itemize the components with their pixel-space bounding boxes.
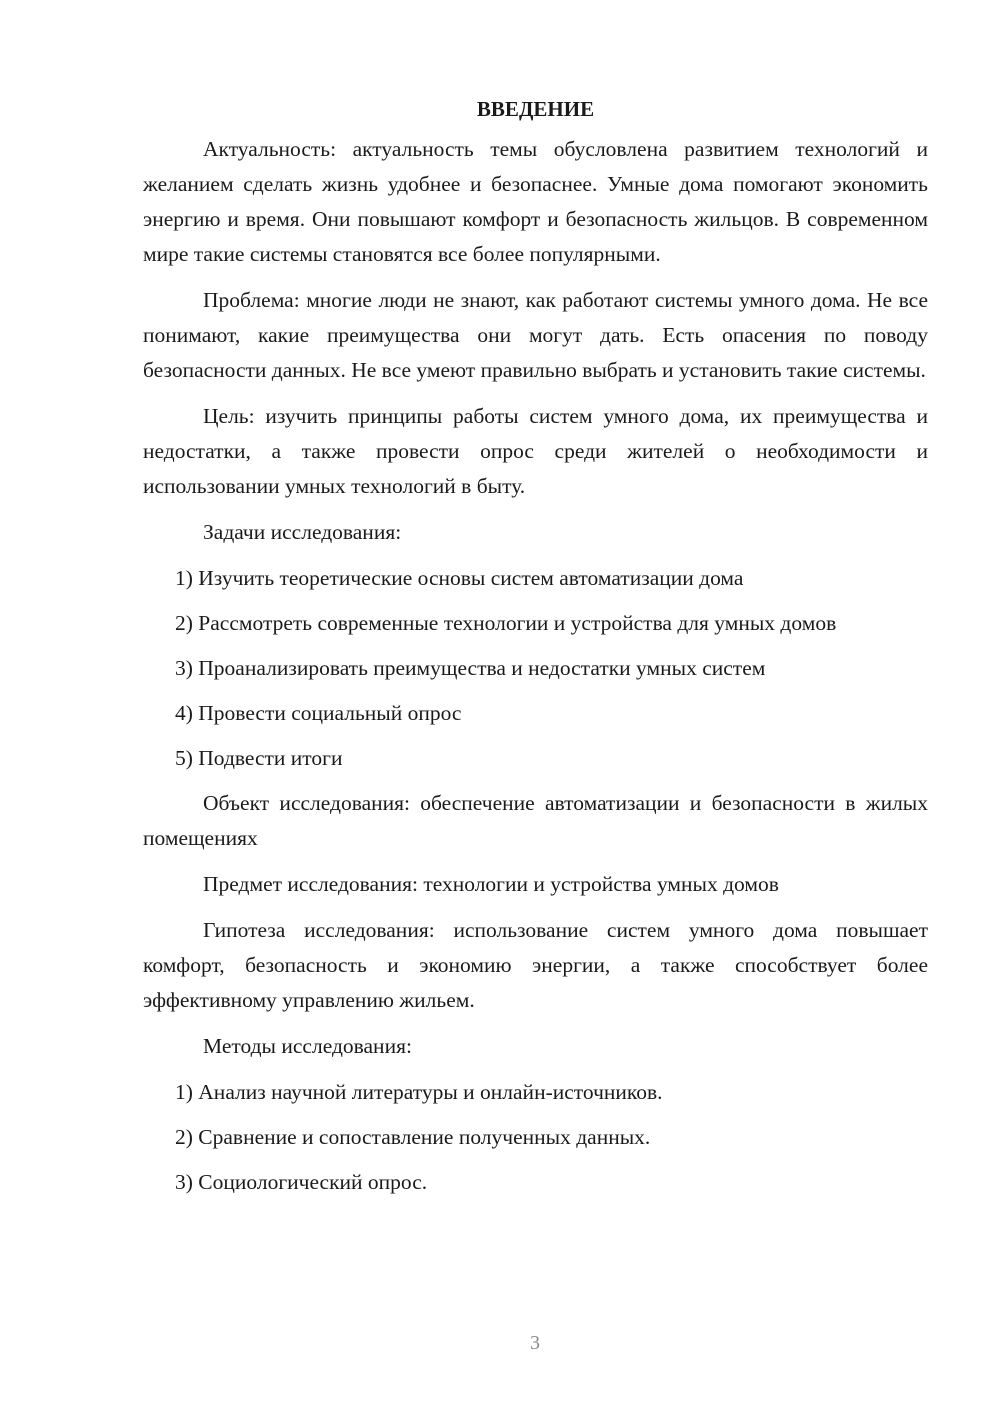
paragraph-hypothesis: Гипотеза исследования: использование систем умного дома повышает комфорт, безопасность и экономию энергии, а также способствует более эффективному управлению жильем. [143, 918, 928, 1012]
paragraph-object: Объект исследования: обеспечение автоматизации и безопасности в жилых помещениях [143, 791, 928, 850]
list-item: 2) Сравнение и сопоставление полученных данных. [175, 1125, 651, 1149]
list-item: 5) Подвести итоги [175, 746, 343, 770]
methods-heading: Методы исследования: [203, 1034, 412, 1058]
document-page [143, 92, 928, 1210]
page-title: ВВЕДЕНИЕ [476, 97, 595, 121]
list-item: 1) Анализ научной литературы и онлайн-источников. [175, 1080, 663, 1104]
list-item: 3) Социологический опрос. [175, 1170, 428, 1194]
list-item: 1) Изучить теоретические основы систем автоматизации дома [175, 566, 744, 590]
paragraph-relevance: Актуальность: актуальность темы обусловлена развитием технологий и желанием сделать жизнь удобнее и безопаснее. Умные дома помогают экономить энергию и время. Они повышают комфорт и безопасность жильцов. В современном мире такие системы становятся все более популярными. [143, 137, 928, 266]
paragraph-goal: Цель: изучить принципы работы систем умного дома, их преимущества и недостатки, а также провести опрос среди жителей о необходимости и использовании умных технологий в быту. [143, 404, 928, 498]
list-item: 2) Рассмотреть современные технологии и устройства для умных домов [175, 611, 837, 635]
list-item: 4) Провести социальный опрос [175, 701, 462, 725]
paragraph-subject: Предмет исследования: технологии и устройства умных домов [203, 872, 779, 896]
page-number: 3 [530, 1332, 540, 1354]
methods-list [143, 1075, 928, 1200]
paragraph-problem: Проблема: многие люди не знают, как работают системы умного дома. Не все понимают, какие преимущества они могут дать. Есть опасения по поводу безопасности данных. Не все умеют правильно выбрать и установить такие системы. [143, 288, 928, 382]
list-item: 3) Проанализировать преимущества и недостатки умных систем [175, 656, 766, 680]
tasks-heading: Задачи исследования: [203, 520, 402, 544]
tasks-list [143, 561, 928, 776]
